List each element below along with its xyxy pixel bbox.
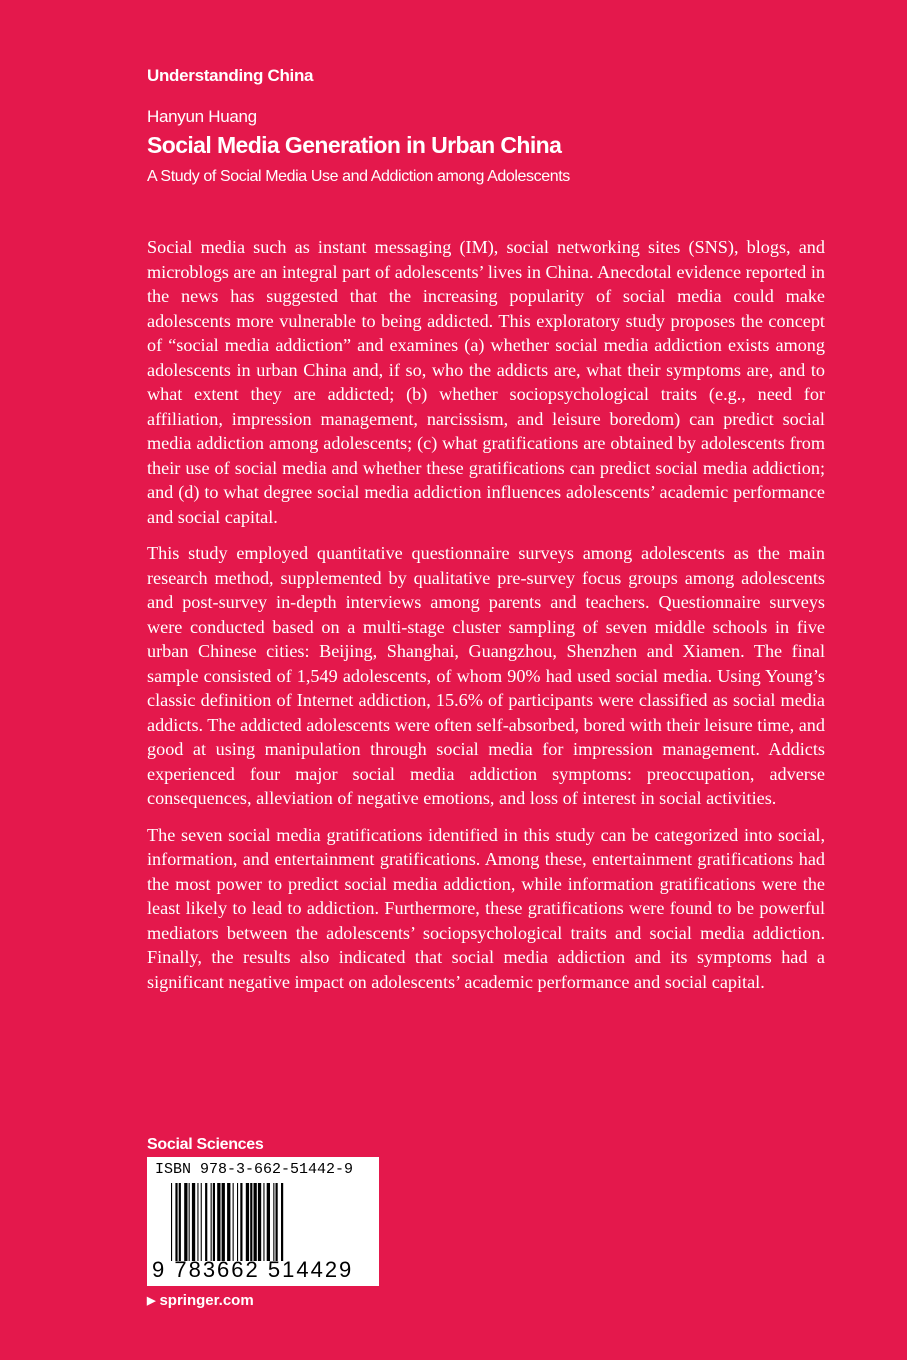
series-name: Understanding China <box>147 66 314 85</box>
barcode-bars <box>169 1183 369 1261</box>
barcode-bar <box>246 1183 249 1261</box>
barcode-bar <box>197 1183 198 1261</box>
triangle-right-icon: ▶ <box>147 1295 156 1307</box>
publisher-website[interactable] <box>147 1292 254 1309</box>
barcode-bar <box>263 1183 264 1261</box>
subject-category: Social Sciences <box>147 1136 264 1153</box>
barcode-bar <box>250 1183 252 1261</box>
barcode-bar <box>281 1183 283 1261</box>
barcode-bar <box>175 1183 177 1261</box>
barcode-bar <box>276 1183 278 1261</box>
barcode-bar <box>222 1183 225 1261</box>
barcode-bar <box>184 1183 187 1261</box>
barcode-bar <box>237 1183 238 1261</box>
barcode-bar <box>254 1183 257 1261</box>
barcode-bar <box>258 1183 261 1261</box>
barcode-bar <box>273 1183 274 1261</box>
blurb-paragraph-1: Social media such as instant messaging (IM), social networking sites (SNS), blogs, and microblogs are an integral part of adolescents’ lives in China. Anecdotal evidence reported in the news has suggested that the increasing popularity of social media could make adolescents more vulnerable to being addicted. This exploratory study proposes the concept of “social media addiction” and examines (a) whether social media addiction exists among adolescents in urban China and, if so, who the addicts are, what their symptoms are, and to what extent they are addicted; (b) whether sociopsychological traits (e.g., need for affiliation, impression management, narcissism, and leisure boredom) can predict social media addiction among adolescents; (c) what gratifications are obtained by adolescents from their use of social media and whether these gratifications can predict social media addiction; and (d) to what degree social media addiction influences adolescents’ academic performance and social capital. <box>147 237 825 527</box>
barcode-bar <box>205 1183 207 1261</box>
author-name: Hanyun Huang <box>147 107 257 126</box>
blurb <box>147 235 825 1006</box>
barcode-bar <box>211 1183 212 1261</box>
barcode-bar <box>189 1183 190 1261</box>
isbn-label: ISBN 978-3-662-51442-9 <box>155 1161 354 1178</box>
barcode-bar <box>267 1183 270 1261</box>
website-url: springer.com <box>159 1292 254 1309</box>
barcode-bar <box>171 1183 172 1261</box>
barcode-bar <box>179 1183 181 1261</box>
barcode-bar <box>213 1183 215 1261</box>
book-title: Social Media Generation in Urban China <box>147 132 562 158</box>
barcode-digits: 9 783662 514429 <box>152 1257 354 1282</box>
barcode-bar <box>240 1183 242 1261</box>
barcode-bar <box>201 1183 202 1261</box>
blurb-paragraph-2: This study employed quantitative questionnaire surveys among adolescents as the main research method, supplemented by qualitative pre-survey focus groups among adolescents and post-survey in-depth interviews among parents and teachers. Questionnaire surveys were conducted based on a multi-stage cluster sampling of seven middle schools in five urban Chinese cities: Beijing, Shanghai, Guangzhou, Shenzhen and Xiamen. The final sample consisted of 1,549 adolescents, of whom 90% had used social media. Using Young’s classic definition of Internet addiction, 15.6% of participants were classified as social media addicts. The addicted adolescents were often self-absorbed, bored with their leisure time, and good at using manipulation through social media for impression management. Addicts experienced four major social media addiction symptoms: preoccupation, adverse consequences, alleviation of negative emotions, and loss of interest in social activities. <box>147 543 825 808</box>
blurb-paragraph-3: The seven social media gratifications identified in this study can be categorized into social, information, and entertainment gratifications. Among these, entertainment gratifications had the most power to predict social media addiction, while information gratifications were the least likely to lead to addiction. Furthermore, these gratifications were found to be powerful mediators between the adolescents’ sociopsychological traits and social media addiction. Finally, the results also indicated that social media addiction and its symptoms had a significant negative impact on adolescents’ academic performance and social capital. <box>147 824 825 992</box>
barcode-bar <box>233 1183 234 1261</box>
barcode-bar <box>217 1183 220 1261</box>
isbn-barcode <box>147 1157 379 1286</box>
book-subtitle: A Study of Social Media Use and Addiction among Adolescents <box>147 168 570 185</box>
barcode-bar <box>227 1183 230 1261</box>
barcode-bar <box>192 1183 195 1261</box>
